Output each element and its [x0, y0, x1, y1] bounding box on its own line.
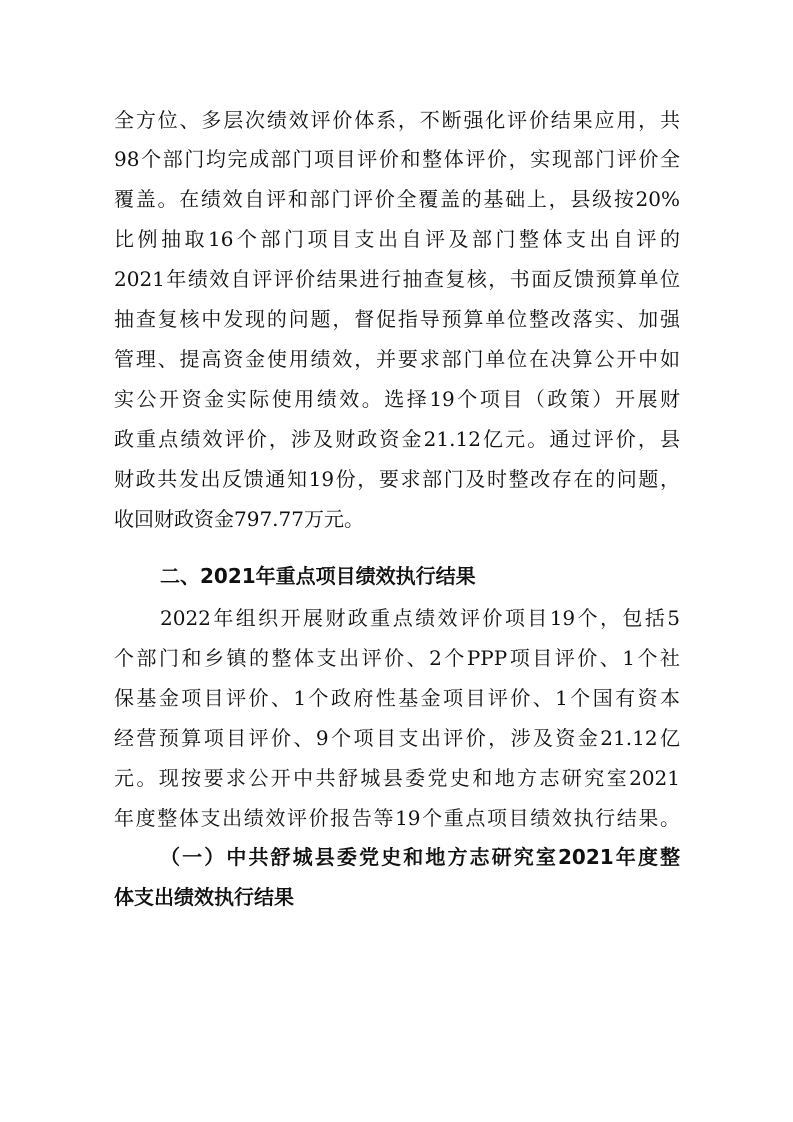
paragraph-line: 政重点绩效评价，涉及财政资金21.12亿元。通过评价，县 [114, 427, 680, 451]
paragraph-line: 比例抽取16个部门项目支出自评及部门整体支出自评的 [114, 227, 680, 251]
paragraph-line: 元。现按要求公开中共舒城县委党史和地方志研究室2021 [114, 766, 680, 790]
paragraph-line: 实公开资金实际使用绩效。选择19个项目（政策）开展财 [114, 387, 680, 411]
subsection-heading: 体支出绩效执行结果 [114, 885, 294, 909]
paragraph-line: 财政共发出反馈通知19份，要求部门及时整改存在的问题， [114, 467, 680, 491]
paragraph-line: 98个部门均完成部门项目评价和整体评价，实现部门评价全 [114, 147, 680, 171]
paragraph-line: 保基金项目评价、1个政府性基金项目评价、1个国有资本 [114, 686, 680, 710]
paragraph-line: 全方位、多层次绩效评价体系，不断强化评价结果应用，共 [114, 108, 680, 132]
section-heading: 二、2021年重点项目绩效执行结果 [160, 564, 476, 588]
paragraph-line: 管理、提高资金使用绩效，并要求部门单位在决算公开中如 [114, 347, 680, 371]
paragraph-line: 2022年组织开展财政重点绩效评价项目19个，包括5 [160, 606, 680, 630]
paragraph-line: 抽查复核中发现的问题，督促指导预算单位整改落实、加强 [114, 307, 680, 331]
paragraph-line: 经营预算项目评价、9个项目支出评价，涉及资金21.12亿 [114, 726, 680, 750]
subsection-heading: （一）中共舒城县委党史和地方志研究室2021年度整 [160, 845, 680, 869]
paragraph-line: 2021年绩效自评评价结果进行抽查复核，书面反馈预算单位 [114, 267, 680, 291]
paragraph-line: 个部门和乡镇的整体支出评价、2个PPP项目评价、1个社 [114, 646, 680, 670]
paragraph-line: 收回财政资金797.77万元。 [114, 507, 364, 531]
paragraph-line: 年度整体支出绩效评价报告等19个重点项目绩效执行结果。 [114, 806, 680, 830]
paragraph-line: 覆盖。在绩效自评和部门评价全覆盖的基础上，县级按20% [114, 187, 680, 211]
